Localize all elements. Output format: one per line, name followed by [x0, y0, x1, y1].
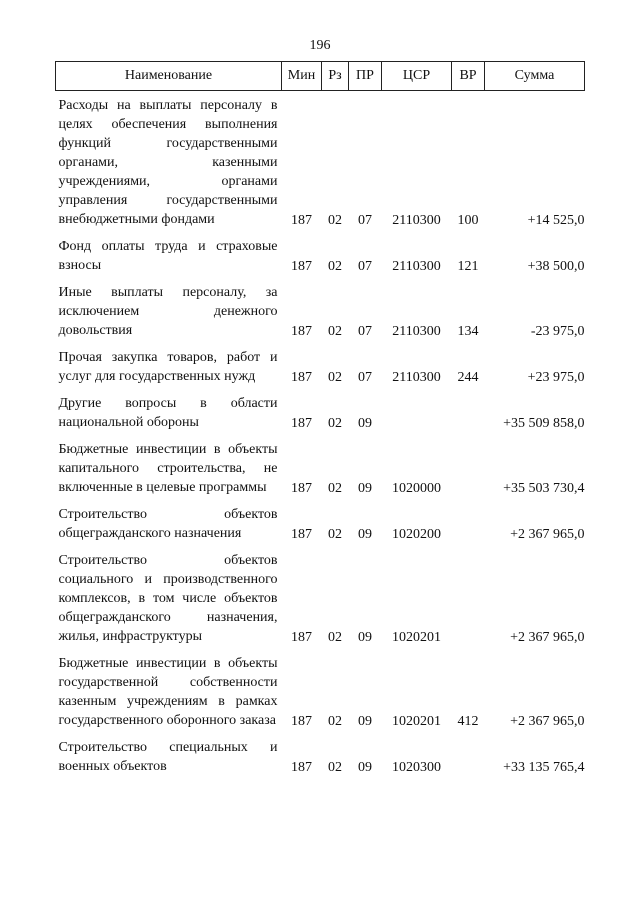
row-name: Иные выплаты персоналу, за исключением денежного довольствия — [58, 285, 278, 338]
row-vr: 412 — [457, 714, 479, 729]
table-row — [56, 386, 585, 432]
row-rz: 02 — [328, 416, 342, 431]
row-min: 187 — [291, 259, 312, 274]
header-name: Наименование — [56, 62, 282, 91]
row-min: 187 — [291, 416, 312, 431]
row-vr: 100 — [457, 213, 479, 228]
row-pr: 09 — [358, 416, 372, 431]
row-csr: 2110300 — [392, 259, 441, 274]
page-number: 196 — [309, 38, 331, 53]
row-pr: 09 — [358, 527, 372, 542]
row-pr: 09 — [358, 760, 372, 775]
row-name: Строительство объектов общегражданского назначения — [58, 507, 278, 541]
row-min: 187 — [291, 213, 312, 228]
row-vr: 134 — [457, 324, 479, 339]
row-csr — [382, 386, 452, 432]
row-csr: 1020300 — [392, 760, 441, 775]
row-rz: 02 — [328, 324, 342, 339]
row-sum: -23 975,0 — [530, 324, 585, 339]
row-pr: 09 — [358, 481, 372, 496]
row-min: 187 — [291, 370, 312, 385]
row-sum: +33 135 765,4 — [503, 760, 585, 775]
header-vr: ВР — [452, 62, 485, 91]
row-vr: 244 — [457, 370, 479, 385]
row-name: Расходы на выплаты персоналу в целях обеспечения выполнения функций государственными органами, казенными учреждениями, органами управления государственными внебюджетными фондами — [58, 98, 278, 227]
row-min: 187 — [291, 481, 312, 496]
row-pr: 07 — [358, 213, 372, 228]
table-row — [56, 497, 585, 543]
row-sum: +35 503 730,4 — [503, 481, 585, 496]
row-csr: 1020201 — [392, 714, 441, 729]
row-rz: 02 — [328, 630, 342, 645]
row-csr: 2110300 — [392, 213, 441, 228]
table-row — [56, 91, 585, 230]
row-sum: +2 367 965,0 — [510, 527, 585, 542]
row-rz: 02 — [328, 714, 342, 729]
row-sum: +38 500,0 — [527, 259, 585, 274]
row-pr: 07 — [358, 324, 372, 339]
row-min: 187 — [291, 630, 312, 645]
table-header — [56, 62, 585, 91]
row-rz: 02 — [328, 370, 342, 385]
row-min: 187 — [291, 714, 312, 729]
row-vr — [452, 432, 485, 497]
header-csr: ЦСР — [382, 62, 452, 91]
table-row — [56, 229, 585, 275]
header-min: Мин — [282, 62, 322, 91]
row-min: 187 — [291, 760, 312, 775]
table-row — [56, 646, 585, 730]
row-name: Другие вопросы в области национальной обороны — [58, 396, 278, 430]
row-sum: +2 367 965,0 — [510, 714, 585, 729]
row-rz: 02 — [328, 481, 342, 496]
row-name: Бюджетные инвестиции в объекты государственной собственности казенным учреждениям в рамках государственного оборонного заказа — [58, 656, 278, 728]
table-row — [56, 543, 585, 646]
row-name: Строительство специальных и военных объектов — [58, 740, 278, 774]
row-vr — [452, 543, 485, 646]
row-vr — [452, 730, 485, 776]
row-csr: 2110300 — [392, 370, 441, 385]
table-row — [56, 432, 585, 497]
header-sum: Сумма — [485, 62, 585, 91]
row-sum: +23 975,0 — [527, 370, 585, 385]
row-vr — [452, 386, 485, 432]
row-csr: 1020201 — [392, 630, 441, 645]
row-csr: 2110300 — [392, 324, 441, 339]
table-row — [56, 340, 585, 386]
header-rz: Рз — [322, 62, 349, 91]
row-csr: 1020000 — [392, 481, 441, 496]
table-row — [56, 275, 585, 340]
row-vr: 121 — [457, 259, 479, 274]
header-pr: ПР — [349, 62, 382, 91]
row-rz: 02 — [328, 760, 342, 775]
row-name: Фонд оплаты труда и страховые взносы — [58, 239, 278, 273]
budget-table — [55, 61, 585, 776]
row-pr: 09 — [358, 714, 372, 729]
table-row — [56, 730, 585, 776]
row-name: Бюджетные инвестиции в объекты капитального строительства, не включенные в целевые программы — [58, 442, 278, 495]
row-csr: 1020200 — [392, 527, 441, 542]
row-pr: 09 — [358, 630, 372, 645]
row-sum: +14 525,0 — [527, 213, 585, 228]
row-min: 187 — [291, 527, 312, 542]
row-sum: +2 367 965,0 — [510, 630, 585, 645]
row-name: Прочая закупка товаров, работ и услуг для государственных нужд — [58, 350, 278, 384]
row-sum: +35 509 858,0 — [503, 416, 585, 431]
row-rz: 02 — [328, 213, 342, 228]
row-vr — [452, 497, 485, 543]
row-min: 187 — [291, 324, 312, 339]
row-pr: 07 — [358, 259, 372, 274]
row-rz: 02 — [328, 527, 342, 542]
row-rz: 02 — [328, 259, 342, 274]
row-pr: 07 — [358, 370, 372, 385]
row-name: Строительство объектов социального и производственного комплексов, в том числе объектов общегражданского назначения, жилья, инфраструктуры — [58, 553, 278, 644]
